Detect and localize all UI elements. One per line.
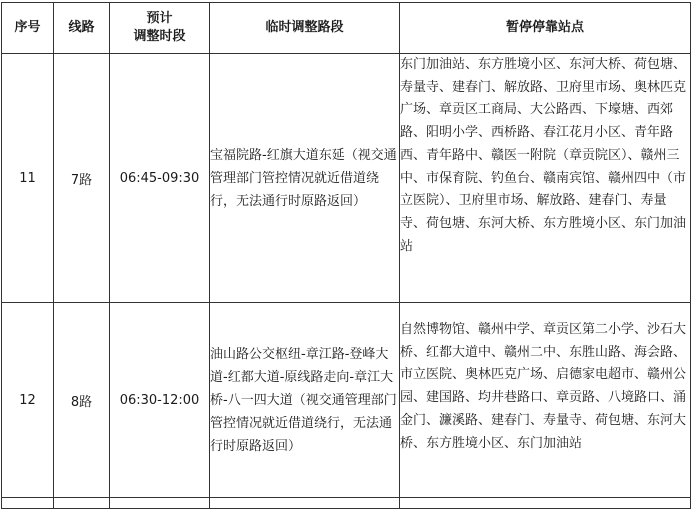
row-segment: 宝福院路-红旗大道东延（视交通管理部门管控情况就近借道绕行，无法通行时原路返回） [210,54,400,303]
table-row-partial [2,498,691,509]
row-period: 06:45-09:30 [110,54,210,303]
cell-empty [54,498,110,509]
header-segment: 临时调整路段 [210,3,400,54]
header-index: 序号 [2,3,54,54]
header-period-line2: 调整时段 [133,29,186,44]
table-row [2,303,691,498]
row-stops: 自然博物馆、赣州中学、章贡区第二小学、沙石大桥、红都大道中、赣州二中、东胜山路、海会路、市立医院、奥林匹克广场、启德家电超市、赣州公园、建国路、均井巷路口、章贡路、八境路口、涌金门、濂溪路、建春门、寿量寺、荷包塘、东河大桥、东方胜境小区、东门加油站 [400,303,691,498]
cell-empty [400,498,691,509]
row-segment: 油山路公交枢纽-章江路-登峰大道-红都大道-原线路走向-章江大桥-八一四大道（视交通管理部门管控情况就近借道绕行，无法通行时原路返回） [210,303,400,498]
row-index: 12 [2,303,54,498]
header-period [110,3,210,54]
header-period-line1: 预计 [146,11,173,26]
cell-empty [2,498,54,509]
cell-empty [110,498,210,509]
table-row [2,54,691,303]
row-line: 7路 [54,54,110,303]
row-index: 11 [2,54,54,303]
header-line: 线路 [54,3,110,54]
route-adjustment-table [1,2,691,509]
cell-empty [210,498,400,509]
row-stops: 东门加油站、东方胜境小区、东河大桥、荷包塘、寿量寺、建春门、解放路、卫府里市场、奥林匹克广场、章贡区工商局、大公路西、下壕塘、西郊路、阳明小学、西桥路、春江花月小区、青年路西、青年路中、赣医一附院（章贡院区）、赣州三中、市保育院、钓鱼台、赣南宾馆、赣州四中（市立医院）、卫府里市场、解放路、建春门、寿量寺、荷包塘、东河大桥、东方胜境小区、东门加油站 [400,54,691,303]
row-period: 06:30-12:00 [110,303,210,498]
header-stops: 暂停停靠站点 [400,3,691,54]
table-header-row [2,3,691,54]
row-line: 8路 [54,303,110,498]
